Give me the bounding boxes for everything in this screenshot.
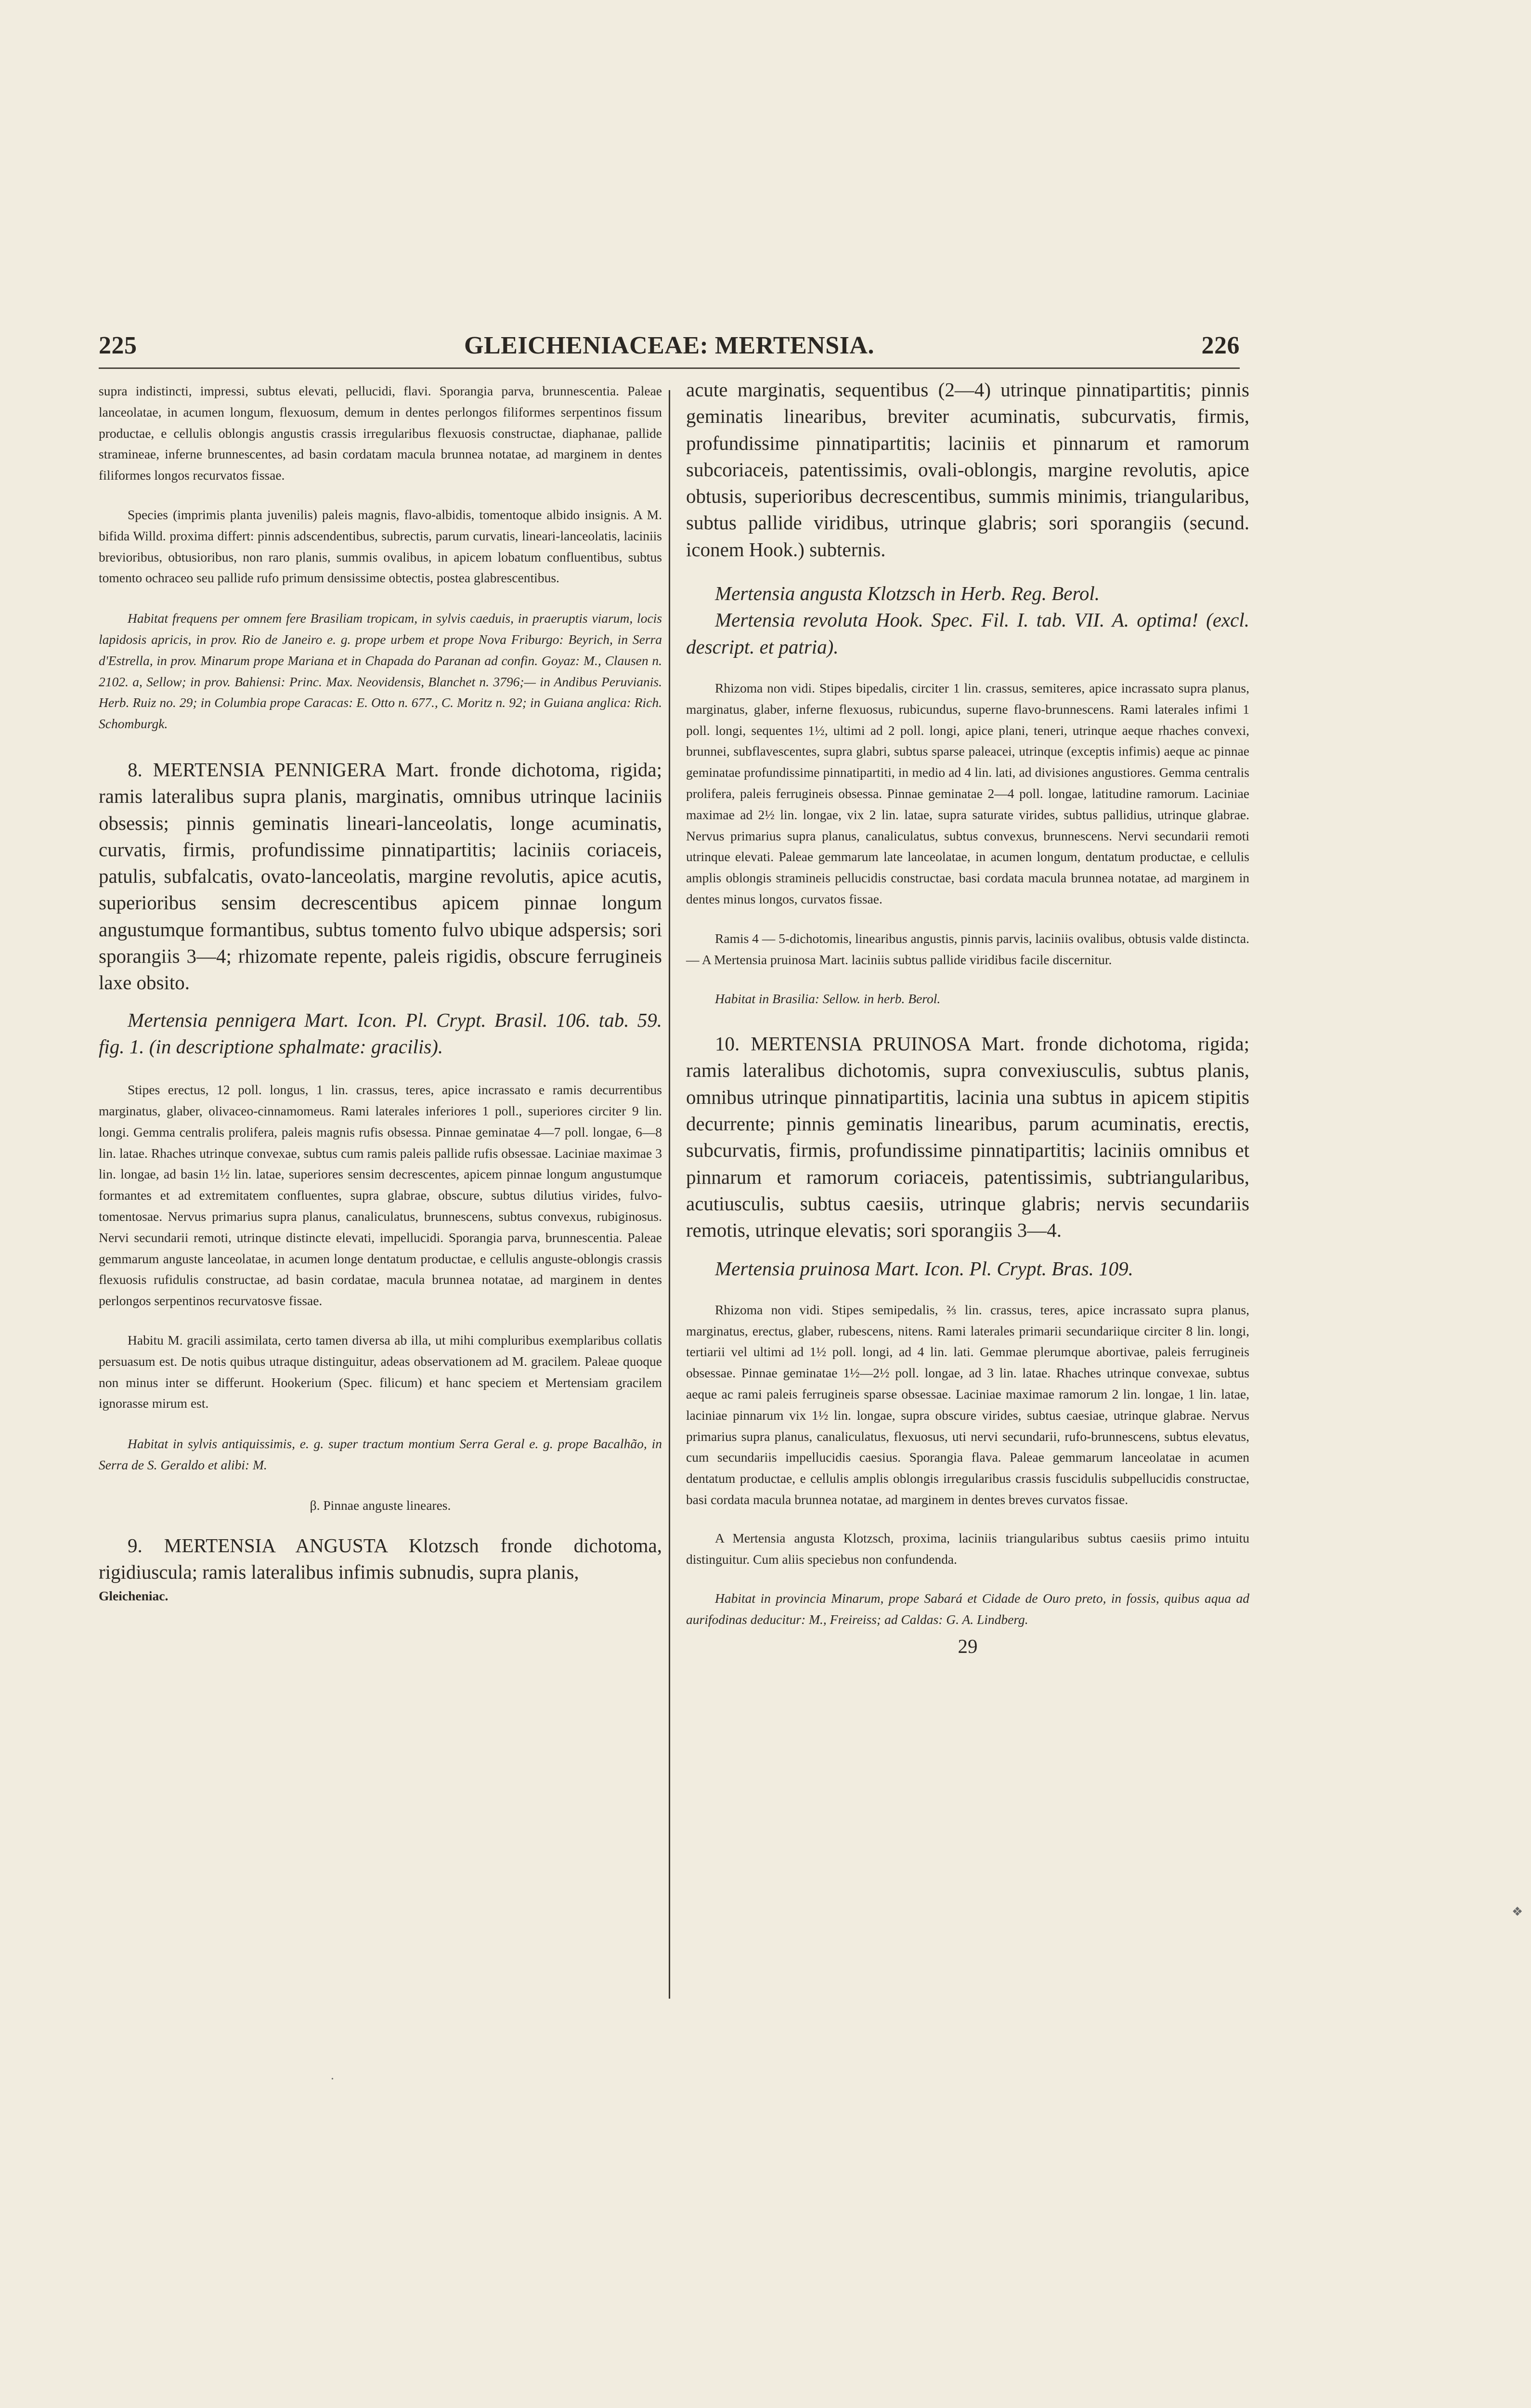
paragraph: A Mertensia angusta Klotzsch, proxima, laciniis triangularibus subtus caesiis primo intuitu distinguitur. Cum aliis speciebus non confundenda.	[686, 1530, 1249, 1567]
habitat-paragraph: Habitat in Brasilia: Sellow. in herb. Berol.	[715, 991, 941, 1007]
signature-mark: Gleicheniac.	[99, 1588, 169, 1604]
running-header	[99, 331, 1240, 365]
paragraph: supra indistincti, impressi, subtus elevati, pellucidi, flavi. Sporangia parva, brunnescentia. Paleae lanceolatae, in acumen longum, flexuosum, demum in dentes perlongos filiformes serpentinos fissum productae, e cellulis oblongis angustis crassis irregularibus flexuosis constructae, diaphanae, pallide stramineae, inferne brunnescentes, ad basin cordatam macula brunnea notatae, ad marginem in dentes filiformes longos recurvatos fissae.	[99, 383, 662, 483]
paragraph: Habitu M. gracili assimilata, certo tamen diversa ab illa, ut mihi compluribus exemplaribus collatis persuasum est. De notis quibus utraque distinguitur, adeas observationem ad M. gracilem. Paleae quoque non minus inter se differunt. Hookerium (Spec. filicum) et hanc speciem et Mertensiam gracilem ignorasse mirum est.	[99, 1332, 662, 1411]
margin-mark: ❖	[1512, 1905, 1523, 1919]
page-number-right: 226	[1201, 332, 1240, 359]
description-paragraph: Stipes erectus, 12 poll. longus, 1 lin. crassus, teres, apice incrassato e ramis decurrentibus marginatus, glaber, olivaceo-cinnamomeus. Rami laterales inferiores 1 poll., superiores circiter 9 lin. longi. Gemma centralis prolifera, paleis magnis rufis obsessa. Pinnae geminatae 4—7 poll. longae, 6—8 lin. latae. Rhaches utrinque convexae, subtus cum ramis paleis pallide rufis obsessae. Laciniae maximae 3 lin. longae, ad basin 1½ lin. latae, superiores sensim decrescentes, apicem pinnae longum angustumque formantes et ad extremitatem confluentes, supra glabrae, obscure, subtus dilutius virides, fulvo-tomentosae. Nervus primarius supra planus, canaliculatus, brunnescens, subtus convexus, rubiginosus. Nervi secundarii remoti, utrinque distincte elevati, impellucidi. Sporangia parva, brunnescentia. Paleae gemmarum anguste lanceolatae, in acumen longe dentatum productae, e cellulis anguste-oblongis crassis flexuosis rufidulis constructae, ad basin cordatae, macula brunnea notatae, ad marginem in dentes perlongos serpentinos recurvatosve fissae.	[99, 1082, 662, 1309]
speck-mark: •	[331, 2076, 334, 2083]
running-title: GLEICHENIACEAE: MERTENSIA.	[464, 332, 874, 359]
species-diagnosis: 10. MERTENSIA PRUINOSA Mart. fronde dichotoma, rigida; ramis lateralibus dichotomis, supra convexiusculis, subtus planis, omnibus utrinque pinnatipartitis, lacinia una subtus in apicem stipitis decurrente; pinnis geminatis linearibus, parum acuminatis, erectis, subcurvatis, firmis, profundissime pinnatipartitis; laciniis omnibus et pinnarum et ramorum coriaceis, patentissimis, subtriangularibus, acutiusculis, subtus caesiis, utrinque glabris; nervis secundariis remotis, utrinque elevatis; sori sporangiis 3—4.	[686, 1033, 1249, 1242]
species-diagnosis: 8. MERTENSIA PENNIGERA Mart. fronde dichotoma, rigida; ramis lateralibus supra planis, marginatis, omnibus utrinque laciniis obsessis; pinnis geminatis lineari-lanceolatis, longe acuminatis, curvatis, firmis, profundissime pinnatipartitis; laciniis coriaceis, patulis, subfalcatis, ovato-lanceolatis, margine revolutis, apice acutis, superioribus sensim decrescentibus apicem pinnae longum angustumque formantibus, subtus tomento fulvo ubique adspersis; sori sporangiis 3—4; rhizomate repente, paleis rigidis, obscure ferrugineis laxe obsito.	[99, 758, 662, 994]
description-paragraph: Rhizoma non vidi. Stipes semipedalis, ⅔ lin. crassus, teres, apice incrassato supra planus, marginatus, erectus, glaber, rubescens, nitens. Rami laterales primarii secundariique circiter 8 lin. longi, tertiarii vel ultimi ad 1½ poll. longi, ad 4 lin. lati. Gemmae plerumque abortivae, paleis ferrugineis obsessae. Pinnae geminatae 1½—2½ poll. longae, ad 3 lin. latae. Rhaches utrinque convexae, subtus aeque ac rami paleis ferrugineis sparse obsessae. Laciniae maximae ramorum 2 lin. longae, 1 lin. latae, laciniae pinnarum vix 1½ lin. longae, supra obscure virides, subtus caesiae, utrinque glabrae. Nervus primarius supra planus, canaliculatus, flexuosus, uti nervi secundarii, rufo-brunnescens, subtus elevatus, cum secundariis impellucidis caesius. Sporangia flava. Paleae gemmarum lanceolatae in acumen dentatum productae, e cellulis amplis oblongis irregularibus crassis fuscidulis subpellucidis constructae, basi cordata macula brunnea notatae, ad marginem in dentes breves curvatos fissae.	[686, 1302, 1249, 1507]
habitat-paragraph: Habitat frequens per omnem fere Brasiliam tropicam, in sylvis caeduis, in praeruptis viarum, locis lapidosis apricis, in prov. Rio de Janeiro e. g. prope urbem et prope Nova Friburgo: Beyrich, in Serra d'Estrella, in prov. Minarum prope Mariana et in Chapada do Paranan ad confin. Goyaz: M., Clausen n. 2102. a, Sellow; in prov. Bahiensi: Princ. Max. Neovidensis, Blanchet n. 3796;— in Andibus Peruvianis. Herb. Ruiz no. 29; in Columbia prope Caracas: E. Otto n. 677., C. Moritz n. 92; in Guiana anglica: Rich. Schomburgk.	[99, 611, 662, 732]
variety-note: β. Pinnae anguste lineares.	[310, 1497, 451, 1513]
left-column	[99, 380, 662, 1607]
species-diagnosis-continued: acute marginatis, sequentibus (2—4) utrinque pinnatipartitis; pinnis geminatis linearibus, breviter acuminatis, subcurvatis, firmis, profundissime pinnatipartitis; laciniis et pinnarum et ramorum subcoriaceis, patentissimis, ovali-oblongis, margine revolutis, apice obtusis, superioribus decrescentibus, summis minimis, triangularibus, subtus pallide viridibus, utrinque glabris; sori sporangiis (secund. iconem Hook.) subternis.	[686, 379, 1249, 561]
right-column	[686, 380, 1249, 1660]
paragraph: Species (imprimis planta juvenilis) paleis magnis, flavo-albidis, tomentoque albido insignis. A M. bifida Willd. proxima differt: pinnis adscendentibus, subrectis, parum curvatis, lineari-lanceolatis, laciniis brevioribus, obtusioribus, non raro planis, summis ovalibus, in apicem lobatum confluentibus, subtus tomento ochraceo seu pallide rufo primum densissime obtectis, postea glabrescentibus.	[99, 507, 662, 586]
synonym-citation: Mertensia pruinosa Mart. Icon. Pl. Crypt. Bras. 109.	[715, 1257, 1133, 1280]
column-divider	[669, 390, 670, 1999]
synonym-citation: Mertensia angusta Klotzsch in Herb. Reg. Berol.	[715, 582, 1100, 605]
habitat-paragraph: Habitat in provincia Minarum, prope Sabará et Cidade de Ouro preto, in fossis, quibus aqua ad aurifodinas deducitur: M., Freireiss; ad Caldas: G. A. Lindberg.	[686, 1591, 1249, 1627]
page-number-left: 225	[99, 332, 137, 359]
signature-number: 29	[958, 1635, 978, 1657]
synonym-citation: Mertensia pennigera Mart. Icon. Pl. Crypt. Brasil. 106. tab. 59. fig. 1. (in descriptione sphalmate: gracilis).	[99, 1008, 662, 1058]
header-rule	[99, 367, 1240, 369]
paragraph: Ramis 4 — 5-dichotomis, linearibus angustis, pinnis parvis, laciniis ovalibus, obtusis valde distincta. — A Mertensia pruinosa Mart. laciniis subtus pallide viridibus facile discernitur.	[686, 930, 1249, 967]
species-diagnosis: 9. MERTENSIA ANGUSTA Klotzsch fronde dichotoma, rigidiuscula; ramis lateralibus infimis subnudis, supra planis,	[99, 1534, 662, 1583]
synonym-citation: Mertensia revoluta Hook. Spec. Fil. I. tab. VII. A. optima! (excl. descript. et patria).	[686, 609, 1249, 658]
description-paragraph: Rhizoma non vidi. Stipes bipedalis, circiter 1 lin. crassus, semiteres, apice incrassato supra planus, marginatus, glaber, inferne flexuosus, rubicundus, superne flavo-brunnescens. Rami laterales infimi 1 poll. longi, sequentes 1½, ultimi ad 2 poll. longi, apice plani, teneri, utrinque aeque rhaches convexi, brunnei, subflavescentes, supra glabri, subtus sparse paleacei, utrinque (exceptis infimis) aeque ac pinnae geminatae profundissime pinnatipartiti, in medio ad 4 lin. lati, ad divisiones angustiores. Gemma centralis prolifera, paleis ferrugineis obsessa. Pinnae geminatae 2—4 poll. longae, latitudine ramorum. Laciniae maximae ad 2½ lin. longae, vix 2 lin. latae, supra saturate virides, subtus pallidius, utrinque glabrae. Nervus primarius supra planus, canaliculatus, subtus convexus, brunnescens. Nervi secundarii remoti utrinque elevati. Paleae gemmarum late lanceolatae, in acumen longum, dentatum productae, e cellulis amplis oblongis stramineis pellucidis constructae, basi cordata macula brunnea notatae, ad marginem in dentes minus longos, curvatos fissae.	[686, 680, 1249, 906]
habitat-paragraph: Habitat in sylvis antiquissimis, e. g. super tractum montium Serra Geral e. g. prope Bacalhão, in Serra de S. Geraldo et alibi: M.	[99, 1436, 662, 1472]
